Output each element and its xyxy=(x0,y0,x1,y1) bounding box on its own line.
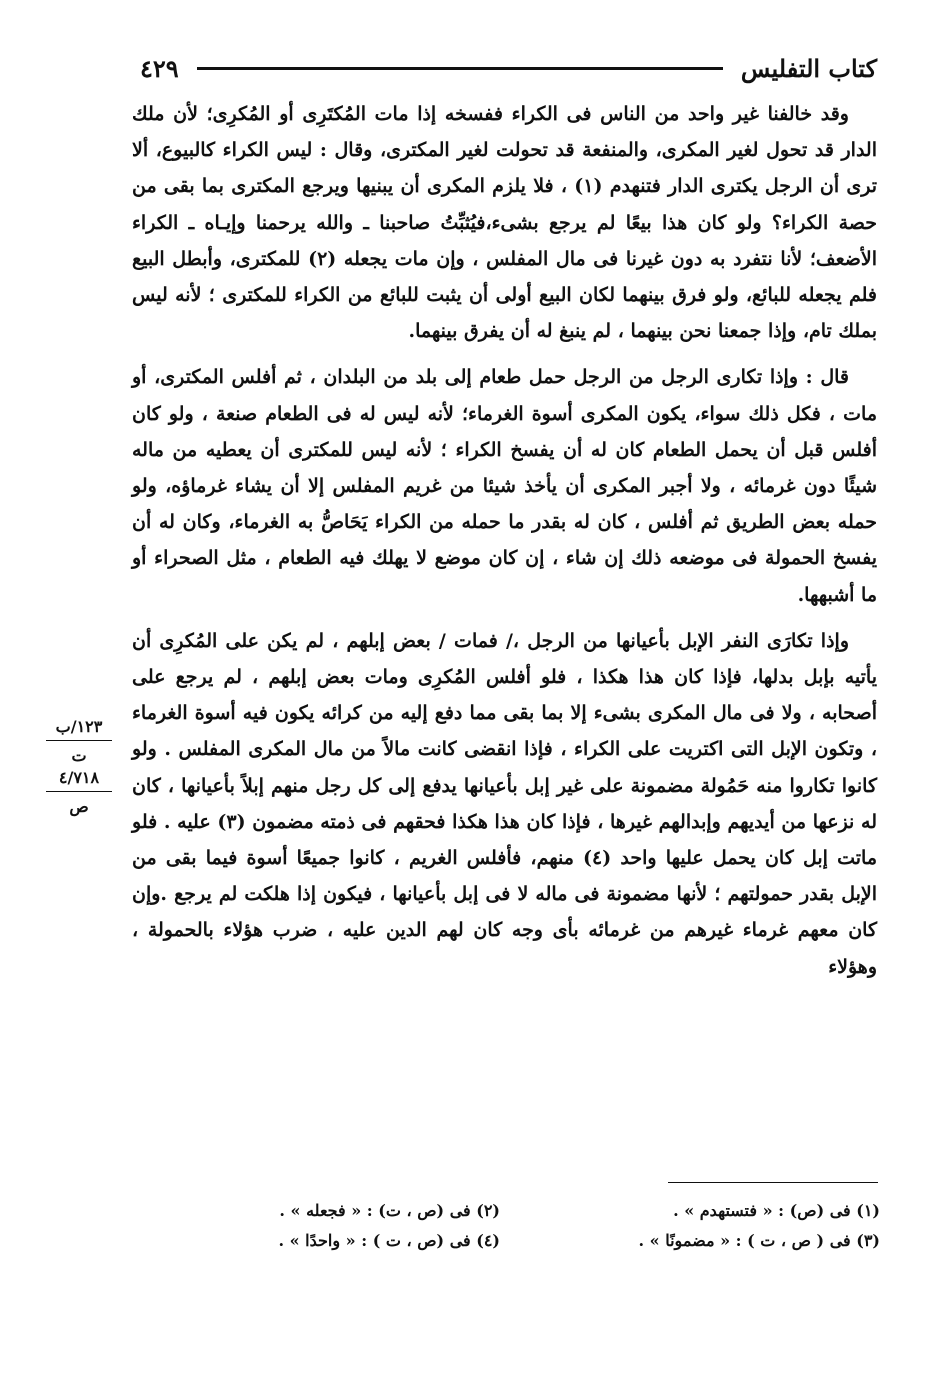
paragraph-lead: قال : xyxy=(805,366,849,389)
margin-note-siglum: ت xyxy=(71,746,87,765)
margin-note-rule xyxy=(46,740,112,741)
footnote-separator xyxy=(668,1182,878,1183)
footnote-3: (٣) فى ( ص ، ت ) : « مضمونًا » . xyxy=(638,1231,880,1250)
footnotes xyxy=(200,1196,880,1256)
footnote-row xyxy=(200,1196,880,1226)
footnote-2: (٢) فى (ص ، ت) : « فجعله » . xyxy=(279,1201,500,1220)
paragraph-text: وإذا تكارَى النفر الإبل بأعيانها من الرجل ،/ فمات / بعض إبلهم ، لم يكن على المُكرِى أن يأتيه بإبل بدلها، فإذا كان هذا هكذا ، فلو أفلس المُكرِى ومات بعض إبلهم ، لم يرجع على أصحابه ، ولا فى مال المكرى بشىء إلا بما بقى مما دفع إليه من كرائه يكون فيه أسوة الغرماء ، وتكون الإبل التى اكتريت على الكراء ، فإذا انقضى كانت مالاً من مال المكرى المفلس . ولو كانوا تكاروا منه حَمُولة مضمونة على غير إبل بأعيانها يدفع إلى كل رجل منهم إبلاً بأعيانها ، كان له نزعها من أيديهم وإبدالهم غيرها ، فإذا كان هذا هكذا فحقهم فى ذمته مضمون (٣) عليه . فلو ماتت إبل كان يحمل عليها واحد (٤) منهم، فأفلس الغريم ، كانوا جميعًا أسوة فيما بقى من الإبل بقدر حمولتهم ؛ لأنها مضمونة فى ماله لا فى إبل بأعيانها ، فيكون إذا هلكت لم يرجع .وإن كان معهم غرماء غيرهم من غرمائه بأى وجه كان لهم الدين عليه ، ضرب هؤلاء بالحمولة ، وهؤلاء xyxy=(132,629,877,978)
running-header xyxy=(140,48,877,88)
margin-note-folio: ١٢٣/ب xyxy=(55,717,103,736)
paragraph-2 xyxy=(132,359,877,612)
paragraph-text: وقد خالفنا غير واحد من الناس فى الكراء ففسخه إذا مات المُكتَرِى أو المُكرِى؛ لأن ملك الدار قد تحول لغير المكرى، والمنفعة قد تحولت لغير المكترى، وقال : ليس الكراء كالبيوع، ألا ترى أن الرجل يكترى الدار فتنهدم (١) ، فلا يلزم المكرى أن يبنيها ويرجع المكترى بما بقى من حصة الكراء؟ ولو كان هذا بيعًا لم يرجع بشىء،فيُثبِّتُ صاحبنا ـ والله يرحمنا وإيـاه ـ الكراء الأضعف؛ لأنا نتفرد به دون غيرنا فى مال المفلس ، وإن مات يجعله (٢) للمكترى، وأبطل البيع فلم يجعله للبائع، ولو فرق بينهما لكان البيع أولى أن يثبت للبائع من الكراء للمكترى ؛ لأنه ليس بملك تام، وإذا جمعنا نحن بينهما ، لم ينبغ له أن يفرق بينهما. xyxy=(132,103,877,343)
main-text xyxy=(132,96,877,985)
margin-note-siglum: ص xyxy=(69,797,89,816)
paragraph-1 xyxy=(132,96,877,349)
page-number: ٤٢٩ xyxy=(140,53,179,83)
margin-note-folio: ٤/٧١٨ xyxy=(58,768,100,787)
paragraph-3 xyxy=(132,623,877,985)
paragraph-text: وإذا تكارى الرجل من الرجل حمل طعام إلى بلد من البلدان ، ثم أفلس المكترى، أو مات ، فكل ذلك سواء، يكون المكرى أسوة الغرماء؛ لأنه ليس له فى الطعام صنعة ، ولو كان أفلس قبل أن يحمل الطعام كان له أن يفسخ الكراء ؛ لأنه ليس للمكترى أن يعطيه من ماله شيئًا دون غرمائه ، ولا أجبر المكرى أن يأخذ شيئا من غريم المفلس إلا أن يشاء غرماؤه، ولو حمله بعض الطريق ثم أفلس ، كان له بقدر ما حمله من الكراء يَحَاصُّ به الغرماء، وكان له أن يفسخ الحمولة فى موضعه ذلك إن شاء ، إن كان موضع لا يهلك فيه الطعام ، مثل الصحراء أو ما أشبهها. xyxy=(132,366,877,606)
footnote-1: (١) فى (ص) : « فتستهدم » . xyxy=(673,1201,880,1220)
margin-note-rule xyxy=(46,791,112,792)
footnote-4: (٤) فى (ص ، ت ) : « واحدًا » . xyxy=(278,1231,500,1250)
footnote-row xyxy=(200,1226,880,1256)
header-rule xyxy=(197,67,723,70)
book-title: كتاب التفليس xyxy=(740,53,877,83)
manuscript-margin-note xyxy=(40,716,118,818)
